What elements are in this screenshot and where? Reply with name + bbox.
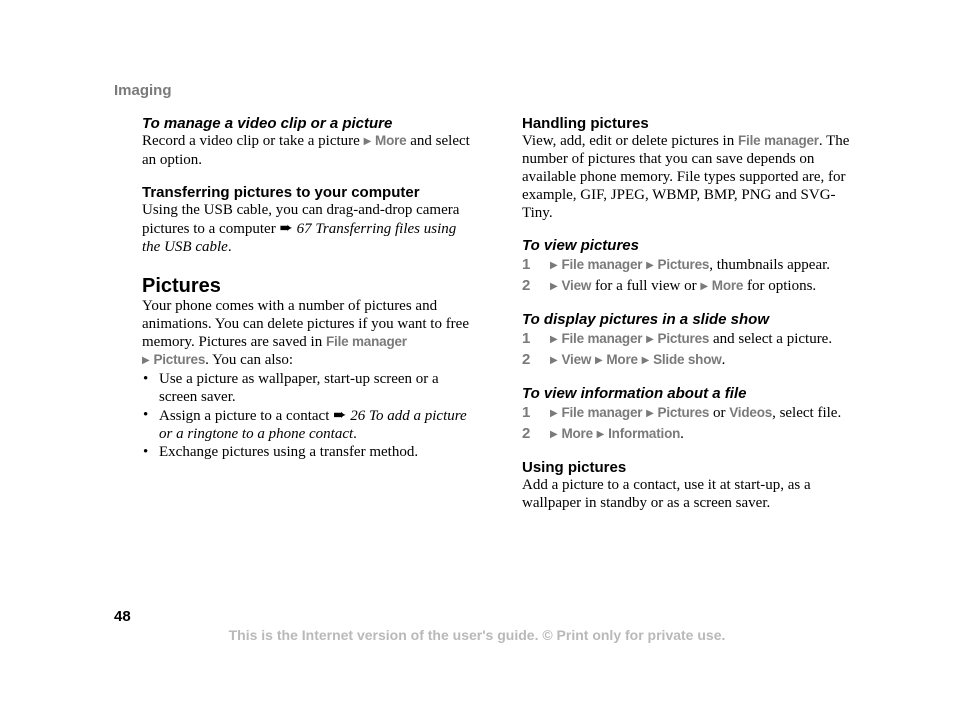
step-number: 2	[522, 425, 531, 442]
manage-text: Record a video clip or take a picture ▶ More and select an option.	[142, 133, 470, 168]
info-heading: To view information about a file	[522, 385, 747, 402]
step-row: 1 ▶ File manager ▶ Pictures and select a picture.	[522, 330, 833, 347]
menu-arrow-icon: ▶	[363, 136, 372, 147]
list-item: • Assign a picture to a contact ➨ 26 To add a picture or a ringtone to a phone contact.	[142, 406, 472, 443]
step-row: 2 ▶ View ▶ More ▶ Slide show.	[522, 351, 726, 368]
step-row: 2 ▶ View for a full view or ▶ More for options.	[522, 277, 817, 294]
reference-arrow-icon: ➨	[279, 218, 293, 237]
section-title: Imaging	[114, 82, 172, 99]
using-text: Add a picture to a contact, use it at start-up, as a wallpaper in standby or as a screen saver.	[522, 477, 811, 511]
list-item: • Exchange pictures using a transfer method.	[142, 443, 472, 461]
reference-arrow-icon: ➨	[333, 405, 347, 424]
slide-heading: To display pictures in a slide show	[522, 311, 770, 328]
contact-ref[interactable]: 26 To add a picture or a ringtone to a phone contact	[159, 408, 467, 442]
left-column	[142, 116, 472, 461]
step-row: 2 ▶ More ▶ Information.	[522, 425, 684, 442]
using-heading: Using pictures	[522, 459, 627, 476]
footer-notice: This is the Internet version of the user's guide. © Print only for private use.	[228, 627, 726, 643]
transfer-text: Using the USB cable, you can drag-and-drop camera pictures to a computer ➨ 67 Transferring files using the USB cable.	[142, 202, 460, 255]
step-row: 1 ▶ File manager ▶ Pictures or Videos, select file.	[522, 404, 842, 421]
menu-more: More	[375, 133, 407, 148]
page-number: 48	[114, 608, 131, 625]
view-heading: To view pictures	[522, 237, 639, 254]
step-number: 1	[522, 330, 531, 347]
step-row: 1 ▶ File manager ▶ Pictures, thumbnails appear.	[522, 256, 831, 273]
pictures-text: Your phone comes with a number of pictures and animations. You can delete pictures if you want to free memory. Pictures are saved in File manager ▶ Pictures. You can also:	[142, 298, 469, 368]
manage-heading: To manage a video clip or a picture	[142, 115, 393, 132]
pictures-heading: Pictures	[142, 275, 221, 297]
menu-pictures: Pictures	[153, 352, 206, 367]
handling-text: View, add, edit or delete pictures in File manager. The number of pictures that you can save depends on available phone memory. File types supported are, for example, GIF, JPEG, WBMP, BMP, PNG and SVG-Tiny.	[522, 133, 850, 221]
transfer-heading: Transferring pictures to your computer	[142, 184, 420, 201]
menu-arrow-icon: ▶	[142, 355, 150, 366]
list-item: • Use a picture as wallpaper, start-up screen or a screen saver.	[142, 370, 472, 406]
menu-file-manager: File manager	[325, 334, 407, 349]
handling-heading: Handling pictures	[522, 115, 649, 132]
step-number: 1	[522, 256, 531, 273]
menu-file-manager: File manager	[737, 133, 819, 148]
step-number: 2	[522, 351, 531, 368]
right-column	[522, 116, 852, 512]
pictures-list	[142, 370, 472, 461]
step-number: 2	[522, 277, 531, 294]
transfer-ref[interactable]: 67 Transferring files using the USB cable	[142, 221, 457, 255]
step-number: 1	[522, 404, 531, 421]
